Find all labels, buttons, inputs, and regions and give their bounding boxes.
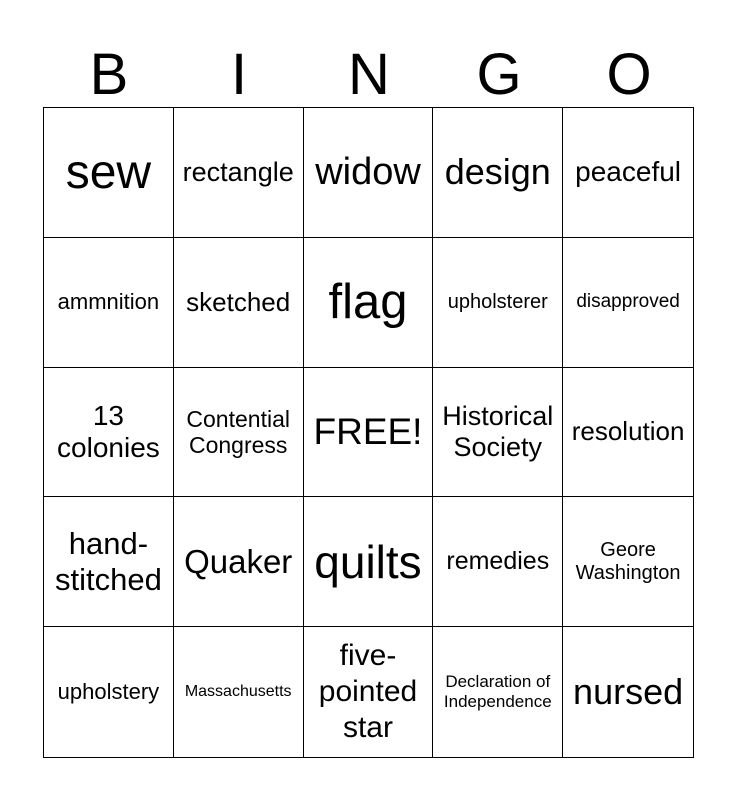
bingo-cell[interactable] <box>304 108 434 238</box>
header-letter-i: I <box>230 42 248 107</box>
cell-text: disapproved <box>576 291 680 313</box>
cell-text: design <box>444 151 551 193</box>
cell-text: remedies <box>446 547 550 576</box>
bingo-cell[interactable] <box>563 627 693 757</box>
bingo-cell[interactable] <box>304 238 434 368</box>
bingo-cell[interactable] <box>44 108 174 238</box>
header-letter-g: G <box>476 42 522 107</box>
bingo-cell[interactable] <box>174 368 304 498</box>
cell-text: 13 colonies <box>57 399 160 463</box>
bingo-cell[interactable] <box>433 368 563 498</box>
cell-text: Geore Washington <box>575 538 681 584</box>
cell-text: FREE! <box>313 410 423 452</box>
bingo-cell[interactable] <box>44 368 174 498</box>
cell-text: nursed <box>573 671 684 713</box>
cell-text: Historical Society <box>442 400 554 462</box>
cell-text: ammnition <box>57 289 160 315</box>
bingo-cell[interactable] <box>44 238 174 368</box>
cell-text: Declaration of Independence <box>443 671 552 712</box>
bingo-card-grid <box>43 107 694 758</box>
cell-text: Contential Congress <box>186 405 290 458</box>
bingo-cell[interactable] <box>563 238 693 368</box>
cell-text: rectangle <box>182 156 294 187</box>
bingo-cell[interactable] <box>433 238 563 368</box>
bingo-cell[interactable] <box>304 368 434 498</box>
cell-text: Quaker <box>184 542 293 580</box>
cell-text: resolution <box>571 416 685 447</box>
bingo-cell[interactable] <box>174 497 304 627</box>
bingo-cell[interactable] <box>433 497 563 627</box>
cell-text: widow <box>315 150 421 193</box>
bingo-cell[interactable] <box>304 627 434 757</box>
bingo-cell[interactable] <box>44 497 174 627</box>
header-letter-b: B <box>89 42 129 107</box>
cell-text: sew <box>65 145 152 199</box>
cell-text: sketched <box>186 286 291 317</box>
cell-text: upholsterer <box>447 290 548 313</box>
bingo-cell[interactable] <box>304 497 434 627</box>
bingo-cell[interactable] <box>433 108 563 238</box>
bingo-cell[interactable] <box>174 108 304 238</box>
bingo-cell[interactable] <box>563 108 693 238</box>
bingo-cell[interactable] <box>563 497 693 627</box>
cell-text: peaceful <box>575 156 682 188</box>
cell-text: flag <box>328 275 408 330</box>
cell-text: hand- stitched <box>54 526 162 597</box>
bingo-header <box>44 44 694 106</box>
bingo-cell[interactable] <box>44 627 174 757</box>
bingo-cell[interactable] <box>174 627 304 757</box>
header-letter-n: N <box>348 42 390 107</box>
cell-text: Massachusetts <box>184 683 292 701</box>
cell-text: upholstery <box>57 679 160 705</box>
bingo-cell[interactable] <box>433 627 563 757</box>
cell-text: five- pointed star <box>318 639 418 745</box>
bingo-cell[interactable] <box>174 238 304 368</box>
bingo-cell[interactable] <box>563 368 693 498</box>
header-letter-o: O <box>606 42 652 107</box>
cell-text: quilts <box>314 535 422 588</box>
